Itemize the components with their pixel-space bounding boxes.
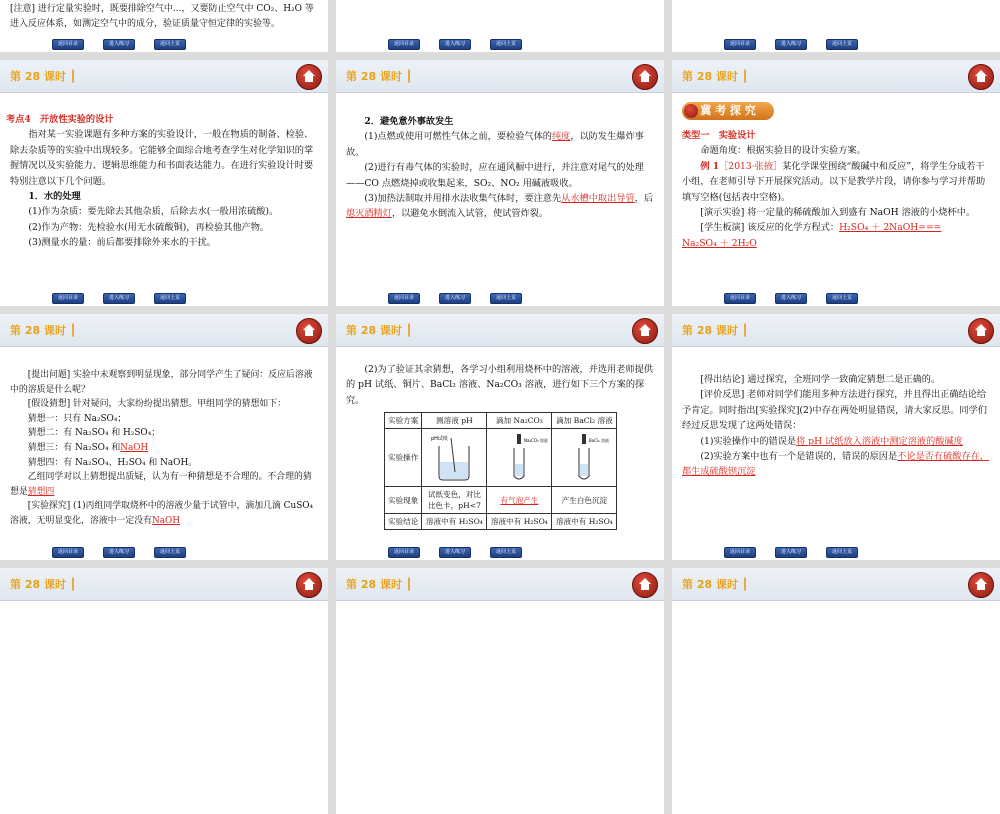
slide-header — [336, 568, 664, 601]
lesson-tag: 第 28 课时 ┃ — [10, 70, 77, 83]
lesson-tag: 第 28 课时 ┃ — [10, 578, 77, 591]
nav-back-button[interactable]: 返回目录 — [52, 547, 84, 558]
slide-top-right — [672, 0, 1000, 52]
experiment-table: 实验方案 测溶液 pH 滴加 Na₂CO₃ 滴加 BaCl₂ 溶液 实验操作 pH试纸 Na₂CO₃ 溶液 BaCl₂ 溶液 实验现象 试纸变色，对比比色卡，pH<7 有气泡产生 产生白色沉淀 实验结论 溶液中有 H₂SO₄ 溶液中有 H₂SO₄ 溶液中有 H₂SO₄ — [384, 412, 617, 530]
lesson-tag: 第 28 课时 ┃ — [682, 324, 749, 337]
slide-5-body: (2)为了验证其余猜想，各学习小组利用烧杯中的溶液，并选用老师提供的 pH 试纸、铜片、BaCl₂ 溶液、Na₂CO₃ 溶液，进行如下三个方案的探究。 — [346, 364, 654, 406]
top-left-fragment: [注意] 进行定量实验时，既要排除空气中...，又要防止空气中 CO₂、H₂O 等进入反应体系，如测定空气中的成分，验证质量守恒定律的实验等。 — [10, 4, 314, 29]
slide-2-body: 2．避免意外事故发生 (1)点燃或使用可燃性气体之前，要检验气体的纯度，以防发生爆炸事故。 (2)进行有毒气体的实验时，应在通风橱中进行，并注意对尾气的处理——CO 点燃烧掉或收集起来，SO₂、NO₂ 用碱液吸收。 (3)加热法制取并用排水法收集气体时，要注意先从水槽中取出导管，后熄灭酒精灯，以避免水倒流入试管，使试管炸裂。 — [346, 116, 654, 220]
slide-6[interactable] — [672, 314, 1000, 560]
nav-prev-button[interactable]: 返回上页 — [490, 547, 522, 558]
nav-practice-button[interactable]: 进入练习 — [775, 293, 807, 304]
badge-dot-icon — [684, 104, 698, 118]
bacl2-figure — [552, 429, 617, 487]
slide-1-body: 考点4 开放性实验的设计 指对某一实验课题有多种方案的实验设计，一般在物质的制备、检验、除去杂质等的实验中出现较多。它能够全面综合地考查学生对化学知识的掌握情况以及实验能力、逻辑思维能力和书面表达能力。在进行实验设计时要特别注意以下几个问题。 1．水的处理 (1)作为杂质：要先除去其他杂质，后除去水(一般用浓硫酸)。 (2)作为产物：先检验水(用无水硫酸铜)，再检验其他产物。 (3)测量水的量：前后都要排除外来水的干扰。 — [10, 112, 318, 251]
nav-prev-button[interactable]: 返回上页 — [826, 293, 858, 304]
slide-header — [0, 60, 328, 93]
nav-practice-button[interactable]: 进入练习 — [775, 547, 807, 558]
slide-bottom-right — [672, 568, 1000, 814]
slide-2[interactable] — [336, 60, 664, 306]
nav-bar — [0, 544, 328, 560]
nav-back-button[interactable]: 返回目录 — [724, 39, 756, 50]
nav-back-button[interactable]: 返回目录 — [724, 293, 756, 304]
lesson-tag: 第 28 课时 ┃ — [346, 578, 413, 591]
nav-prev-button[interactable]: 返回上页 — [154, 293, 186, 304]
nav-prev-button[interactable]: 返回上页 — [490, 293, 522, 304]
nav-practice-button[interactable]: 进入练习 — [439, 39, 471, 50]
slide-header — [672, 60, 1000, 93]
nav-practice-button[interactable]: 进入练习 — [439, 547, 471, 558]
home-icon[interactable] — [968, 318, 994, 344]
home-icon[interactable] — [632, 64, 658, 90]
lesson-tag: 第 28 课时 ┃ — [346, 324, 413, 337]
home-icon[interactable] — [632, 318, 658, 344]
nav-back-button[interactable]: 返回目录 — [388, 39, 420, 50]
home-icon[interactable] — [968, 64, 994, 90]
nav-prev-button[interactable]: 返回上页 — [154, 39, 186, 50]
test-tube-icon — [555, 432, 613, 482]
nav-bar — [672, 290, 1000, 306]
ph-test-figure — [422, 429, 487, 487]
slide-3[interactable] — [672, 60, 1000, 306]
nav-bar — [0, 36, 328, 52]
nav-practice-button[interactable]: 进入练习 — [775, 39, 807, 50]
slide-top-left — [0, 0, 328, 52]
nav-back-button[interactable]: 返回目录 — [52, 39, 84, 50]
nav-bar — [672, 544, 1000, 560]
nav-back-button[interactable]: 返回目录 — [52, 293, 84, 304]
nav-prev-button[interactable]: 返回上页 — [826, 547, 858, 558]
section-title: 考点4 开放性实验的设计 — [6, 114, 114, 125]
slide-5[interactable] — [336, 314, 664, 560]
nav-back-button[interactable]: 返回目录 — [388, 547, 420, 558]
home-icon[interactable] — [296, 318, 322, 344]
svg-text:BaCl₂ 溶液: BaCl₂ 溶液 — [589, 437, 610, 443]
nav-bar — [336, 290, 664, 306]
slide-6-body: [得出结论] 通过探究，全班同学一致确定猜想二是正确的。 [评价反思] 老师对同学们能用多种方法进行探究，并且得出正确结论给予肯定。同时指出[实验探究](2)中存在两处明显错误，请大家反思。同学们经过反思发现了这两处错误： (1)实验操作中的错误是将 pH 试纸放入溶液中测定溶液的酸碱度 (2)实验方案中也有一个是错误的，错误的原因是不论是否有硫酸存在，都生成硫酸钡沉淀 — [682, 374, 990, 478]
nav-prev-button[interactable]: 返回上页 — [826, 39, 858, 50]
lesson-tag: 第 28 课时 ┃ — [682, 70, 749, 83]
svg-text:pH试纸: pH试纸 — [431, 435, 449, 442]
slide-1[interactable] — [0, 60, 328, 306]
nav-practice-button[interactable]: 进入练习 — [439, 293, 471, 304]
slide-bottom-middle — [336, 568, 664, 814]
nav-bar — [0, 290, 328, 306]
nav-prev-button[interactable]: 返回上页 — [490, 39, 522, 50]
home-icon[interactable] — [296, 64, 322, 90]
slide-3-body: 类型一 实验设计 命题角度：根据实验目的设计实验方案。 例 1［2013·张掖］某化学课堂围绕“酸碱中和反应”，将学生分成若干小组，在老师引导下开展探究活动。以下是教学片段，请你参与学习并帮助填写空格(包括表中空格)。 [演示实验] 将一定量的稀硫酸加入到盛有 NaOH 溶液的小烧杯中。 [学生板演] 该反应的化学方程式：H₂SO₄ ＋ 2NaOH=== Na₂SO₄ ＋ 2H₂O — [682, 130, 986, 249]
nav-bar — [672, 36, 1000, 52]
svg-text:Na₂CO₃ 溶液: Na₂CO₃ 溶液 — [524, 437, 549, 443]
nav-practice-button[interactable]: 进入练习 — [103, 547, 135, 558]
slide-header — [672, 314, 1000, 347]
nav-practice-button[interactable]: 进入练习 — [103, 39, 135, 50]
slide-4[interactable] — [0, 314, 328, 560]
test-tube-icon — [490, 432, 548, 482]
nav-bar — [336, 544, 664, 560]
home-icon[interactable] — [632, 572, 658, 598]
slide-4-body: [提出问题] 实验中未观察到明显现象，部分同学产生了疑问：反应后溶液中的溶质是什么呢？ [假设猜想] 针对疑问，大家纷纷提出猜想。甲组同学的猜想如下： 猜想一：只有 Na₂SO₄； 猜想二：有 Na₂SO₄ 和 H₂SO₄； 猜想三：有 Na₂SO₄ 和NaOH 猜想四：有 Na₂SO₄、H₂SO₄ 和 NaOH。 乙组同学对以上猜想提出质疑，认为有一种猜想是不合理的。不合理的猜想是猜想四 [实验探究] (1)丙组同学取烧杯中的溶液少量于试管中，滴加几滴 CuSO₄ 溶液，无明显变化，溶液中一定没有NaOH — [10, 370, 314, 526]
slide-header — [672, 568, 1000, 601]
nav-back-button[interactable]: 返回目录 — [388, 293, 420, 304]
lesson-tag: 第 28 课时 ┃ — [10, 324, 77, 337]
home-icon[interactable] — [968, 572, 994, 598]
lesson-tag: 第 28 课时 ┃ — [682, 578, 749, 591]
slide-header — [0, 568, 328, 601]
slide-top-middle — [336, 0, 664, 52]
slide-bottom-left — [0, 568, 328, 814]
slide-header — [0, 314, 328, 347]
section-badge: 冀 考 探 究 — [682, 102, 774, 120]
home-icon[interactable] — [296, 572, 322, 598]
nav-back-button[interactable]: 返回目录 — [724, 547, 756, 558]
nav-practice-button[interactable]: 进入练习 — [103, 293, 135, 304]
na2co3-figure — [487, 429, 552, 487]
slide-header — [336, 60, 664, 93]
lesson-tag: 第 28 课时 ┃ — [346, 70, 413, 83]
nav-prev-button[interactable]: 返回上页 — [154, 547, 186, 558]
beaker-icon — [425, 432, 483, 482]
slide-header — [336, 314, 664, 347]
nav-bar — [336, 36, 664, 52]
